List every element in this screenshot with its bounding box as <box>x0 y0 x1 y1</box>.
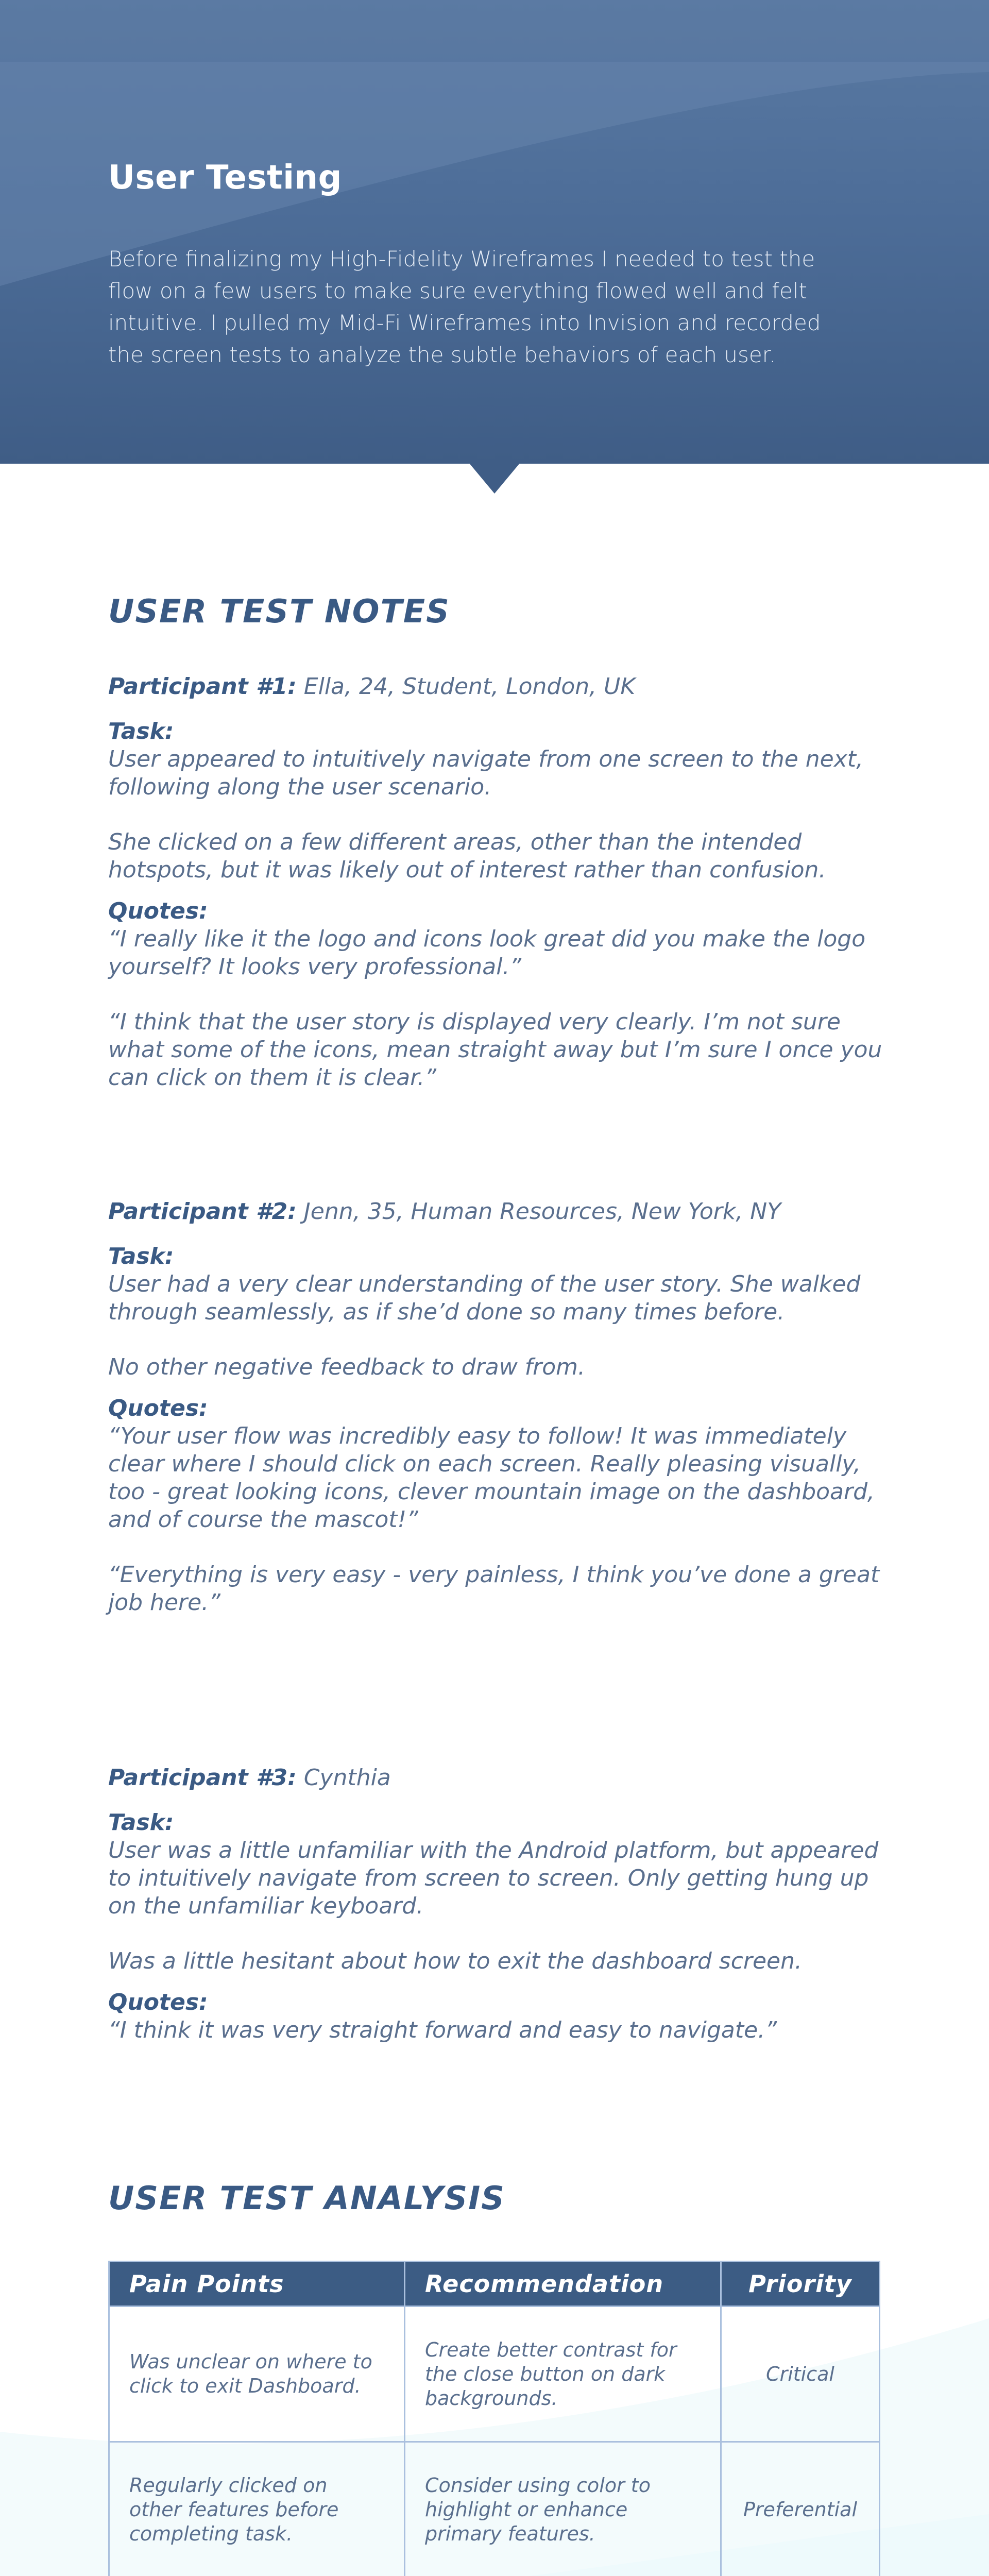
quote: “Your user flow was incredibly easy to follow! It was immediately clear where I should click on each screen. Really pleasing visually, too - great looking icons, clever mountain image on the dashboard, and of course the mascot!” <box>108 1423 875 1533</box>
task-note: Was a little hesitant about how to exit the dashboard screen. <box>108 1948 802 1974</box>
participant-info: Cynthia <box>303 1765 391 1791</box>
notes-heading: USER TEST NOTES <box>108 592 450 630</box>
task-note: She clicked on a few different areas, other than the intended hotspots, but it was likely out of interest rather than confusion. <box>108 829 826 883</box>
column-header-priority: Priority <box>721 2262 880 2307</box>
hero-banner <box>0 0 989 464</box>
quotes-label: Quotes: <box>108 1989 208 2015</box>
table-header-row <box>109 2262 880 2307</box>
task-note: User had a very clear understanding of the user story. She walked through seamlessly, as if she’d done so many times before. <box>108 1271 861 1325</box>
participant-label: Participant #2: <box>108 1198 297 1225</box>
column-header-pain-points: Pain Points <box>109 2262 405 2307</box>
priority-cell: Preferential <box>721 2442 880 2576</box>
hero-wave-decoration <box>0 0 989 464</box>
participant-label: Participant #1: <box>108 673 297 700</box>
page-title: User Testing <box>108 159 342 197</box>
task-label: Task: <box>108 718 174 744</box>
participant-info: Ella, 24, Student, London, UK <box>303 673 636 700</box>
participant-info: Jenn, 35, Human Resources, New York, NY <box>303 1198 781 1225</box>
task-note: User was a little unfamiliar with the Android platform, but appeared to intuitively navigate from screen to screen. Only getting hung up on the unfamiliar keyboard. <box>108 1837 879 1919</box>
task-label: Task: <box>108 1809 174 1836</box>
recommendation-cell: Consider using color to highlight or enhance primary features. <box>405 2442 721 2576</box>
quotes-label: Quotes: <box>108 898 208 924</box>
quote: “I really like it the logo and icons look great did you make the logo yourself? It looks very professional.” <box>108 926 866 980</box>
task-note: User appeared to intuitively navigate from one screen to the next, following along the user scenario. <box>108 746 864 800</box>
pain-point-cell: Was unclear on where to click to exit Dashboard. <box>109 2307 405 2442</box>
task-label: Task: <box>108 1243 174 1269</box>
table-row <box>109 2307 880 2442</box>
quote: “Everything is very easy - very painless, I think you’ve done a great job here.” <box>108 1562 880 1616</box>
table-row <box>109 2442 880 2576</box>
participant-3 <box>108 1764 891 2044</box>
quotes-label: Quotes: <box>108 1395 208 1421</box>
quote: “I think that the user story is displayed very clearly. I’m not sure what some of the icons, mean straight away but I’m sure I once you can click on them it is clear.” <box>108 1009 882 1091</box>
participant-2 <box>108 1198 891 1617</box>
analysis-heading: USER TEST ANALYSIS <box>108 2179 505 2217</box>
quote: “I think it was very straight forward and easy to navigate.” <box>108 2017 777 2043</box>
recommendation-cell: Create better contrast for the close button on dark backgrounds. <box>405 2307 721 2442</box>
participant-label: Participant #3: <box>108 1765 297 1791</box>
task-note: No other negative feedback to draw from. <box>108 1354 586 1380</box>
hero-pointer-arrow <box>469 463 520 494</box>
priority-cell: Critical <box>721 2307 880 2442</box>
intro-paragraph: Before finalizing my High-Fidelity Wireframes I needed to test the flow on a few users to make sure everything flowed well and felt intuitive. I pulled my Mid-Fi Wireframes into Invision and recorded the screen tests to analyze the subtle behaviors of each user. <box>108 246 821 367</box>
pain-point-cell: Regularly clicked on other features before completing task. <box>109 2442 405 2576</box>
analysis-table <box>108 2261 880 2576</box>
column-header-recommendation: Recommendation <box>405 2262 721 2307</box>
participant-1 <box>108 673 891 1092</box>
